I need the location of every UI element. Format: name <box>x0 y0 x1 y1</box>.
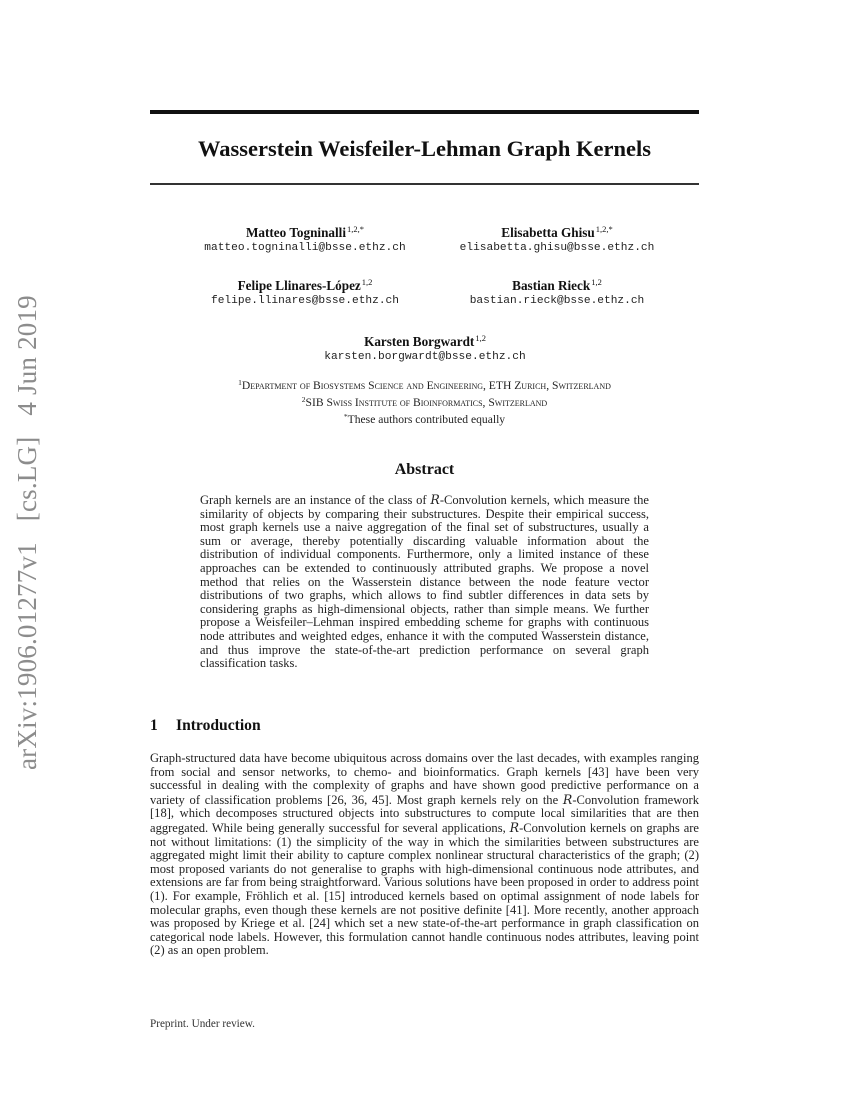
section-title: Introduction <box>176 717 261 734</box>
affiliations <box>150 376 699 427</box>
author-affil-mark: 1,2,* <box>595 224 613 234</box>
author-name: Felipe Llinares-López$^{1,2}$ <box>237 277 373 293</box>
affiliation-line: $^1$Department of Biosystems Science and Engineering, ETH Zurich, Switzerland <box>238 378 611 392</box>
arxiv-category: [cs.LG] <box>12 436 42 522</box>
author-affil-mark: 1,2,* <box>347 224 365 234</box>
author-block <box>175 221 435 255</box>
author-block <box>427 221 687 255</box>
author-affil-mark: 1,2 <box>475 333 486 343</box>
preprint-footer: Preprint. Under review. <box>150 1018 255 1030</box>
r-convolution-symbol: R <box>430 492 440 507</box>
author-email[interactable]: felipe.llinares@bsse.ethz.ch <box>211 295 399 307</box>
section-number: 1 <box>150 717 158 734</box>
author-email[interactable]: matteo.togninalli@bsse.ethz.ch <box>204 242 406 254</box>
author-name: Karsten Borgwardt$^{1,2}$ <box>364 333 486 349</box>
author-block <box>175 274 435 308</box>
introduction-body: Graph-structured data have become ubiquitous across domains over the last decades, with examples ranging from social and sensor networks, to chemo- and bioinformatics. Graph kernels [43] have been very successful in dealing with the complexity of graphs and have shown good predictive performance on a variety of classification problems [26, 36, 45]. Most graph kernels rely on the R-Convolution framework [18], which decomposes structured objects into substructures to compute local similarities that are then aggregated. While being generally successful for several applications, R-Convolution kernels on graphs are not without limitations: (1) the simplicity of the way in which the similarities between substructures are aggregated might limit their ability to capture complex nonlinear structural characteristics of the graph; (2) most proposed variants do not generalise to graphs with high-dimensional continuous node attributes, and extensions are far from being straightforward. Various solutions have been proposed in order to address point (1). For example, Fröhlich et al. [15] introduced kernels based on optimal assignment of node labels for molecular graphs, even though these kernels are not positive definite [41]. More recently, another approach was proposed by Kriege et al. [24] which set a new state-of-the-art performance in graph classification on categorical node labels. However, this formulation cannot handle continuous nodes attributes, leaving point (2) as an open problem. <box>150 751 700 958</box>
author-name: Elisabetta Ghisu$^{1,2,*}$ <box>501 224 613 240</box>
arxiv-side-stamp <box>12 281 43 770</box>
section-heading-introduction <box>150 717 261 735</box>
abstract-heading: Abstract <box>394 461 455 478</box>
title-top-rule <box>150 110 699 114</box>
arxiv-id: arXiv:1906.01277v1 <box>12 542 42 770</box>
author-email[interactable]: elisabetta.ghisu@bsse.ethz.ch <box>459 242 655 254</box>
r-convolution-symbol: R <box>509 819 520 835</box>
author-affil-mark: 1,2 <box>591 277 602 287</box>
author-email[interactable]: bastian.rieck@bsse.ethz.ch <box>469 295 645 307</box>
affiliation-line: $^2$SIB Swiss Institute of Bioinformatics, Switzerland <box>301 395 548 409</box>
author-email[interactable]: karsten.borgwardt@bsse.ethz.ch <box>324 351 526 363</box>
abstract-body: Graph kernels are an instance of the class of R-Convolution kernels, which measure the similarity of objects by comparing their substructures. Despite their empirical success, most graph kernels use a naive aggregation of the final set of substructures, usually a sum or average, thereby potentially discarding valuable information about the distribution of individual components. Furthermore, only a limited instance of these approaches can be extended to continuously attributed graphs. We propose a novel method that relies on the Wasserstein distance between the node feature vector distributions of two graphs, which allows to find subtler differences in data sets by considering graphs as high-dimensional objects, rather than simple means. We further propose a Weisfeiler–Lehman inspired embedding scheme for graphs with continuous node attributes and weighted edges, enhance it with the computed Wasserstein distance, and thus improve the state-of-the-art prediction performance on several graph classification tasks. <box>200 492 649 671</box>
r-convolution-symbol: R <box>562 791 573 807</box>
arxiv-date: 4 Jun 2019 <box>12 295 42 416</box>
author-affil-mark: 1,2 <box>361 277 373 287</box>
title-bottom-rule <box>150 183 699 185</box>
author-name: Matteo Togninalli$^{1,2,*}$ <box>245 224 365 240</box>
author-block <box>427 274 687 308</box>
author-name: Bastian Rieck$^{1,2}$ <box>512 277 602 293</box>
paper-title: Wasserstein Weisfeiler-Lehman Graph Kernels <box>197 136 652 161</box>
equal-contribution-note: *These authors contributed equally <box>343 412 506 426</box>
author-block <box>295 330 555 364</box>
